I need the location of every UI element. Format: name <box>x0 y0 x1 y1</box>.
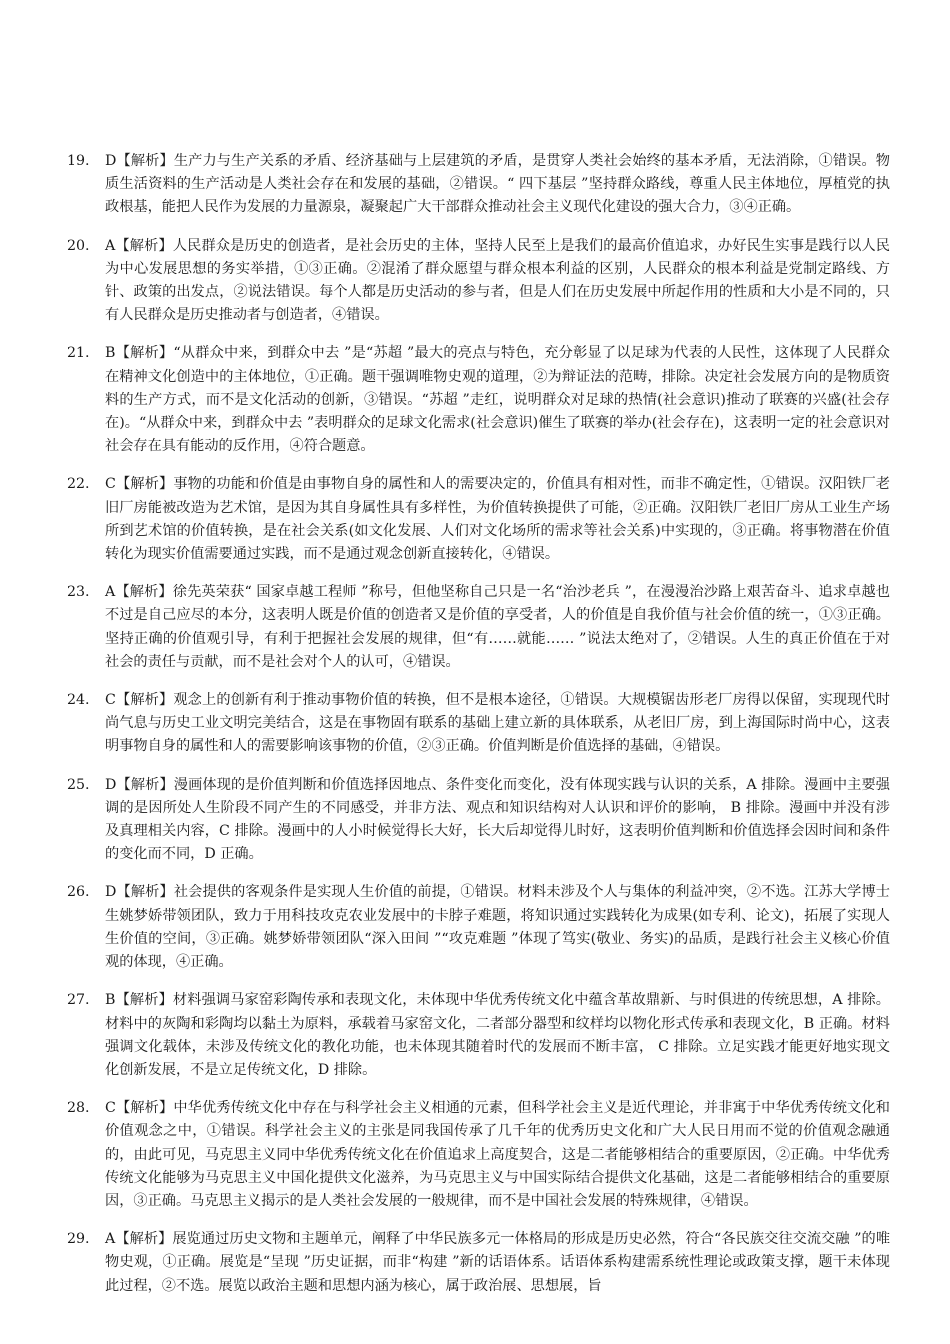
item-explanation: C【解析】中华优秀传统文化中存在与科学社会主义相通的元素，但科学社会主义是近代理论，并非寓于中华优秀传统文化和价值观念之中，①错误。科学社会主义的主张是同我国传承了几千年的优秀历史文化和广大人民日用而不觉的价值观念融通的，由此可见，马克思主义同中华优秀传统文化在价值追求上高度契合，这是二者能够相结合的重要原因，②正确。中华优秀传统文化能够为马克思主义中国化提供文化滋养，为马克思主义与中国实际结合提供文化基础，这是二者能够相结合的重要原因，③正确。马克思主义揭示的是人类社会发展的一般规律，而不是中国社会发展的特殊规律，④错误。 <box>105 1100 890 1209</box>
item-number: 22. <box>67 476 90 493</box>
item-number: 25. <box>67 776 90 793</box>
item-number: 21. <box>67 345 90 362</box>
answer-item-23 <box>67 581 890 674</box>
answer-item-19 <box>67 150 890 220</box>
answer-item-25 <box>67 774 890 867</box>
item-explanation: D【解析】生产力与生产关系的矛盾、经济基础与上层建筑的矛盾，是贯穿人类社会始终的基本矛盾，无法消除，①错误。物质生活资料的生产活动是人类社会存在和发展的基础，②错误。“ 四下基层 ”坚持群众路线，尊重人民主体地位，厚植党的执政根基，能把人民作为发展的力量源泉，凝聚起广大干部群众推动社会主义现代化建设的强大合力，③④正确。 <box>105 153 890 216</box>
item-explanation: A【解析】人民群众是历史的创造者，是社会历史的主体，坚持人民至上是我们的最高价值追求，办好民生实事是践行以人民为中心发展思想的务实举措，①③正确。②混淆了群众愿望与群众根本利益的区别，人民群众的根本利益是党制定路线、方针、政策的出发点，②说法错误。每个人都是历史活动的参与者，但是人们在历史发展中所起作用的性质和大小是不同的，只有人民群众是历史推动者与创造者，④错误。 <box>105 237 890 324</box>
item-explanation: B【解析】材料强调马家窑彩陶传承和表现文化，未体现中华优秀传统文化中蕴含革故鼎新、与时俱进的传统思想，A 排除。材料中的灰陶和彩陶均以黏土为原料，承载着马家窑文化，二者部分器型和纹样均以物化形式传承和表现文化，B 正确。材料强调文化载体，未涉及传统文化的教化功能，也未体现其随着时代的发展而不断丰富， C 排除。立足实践才能更好地实现文化创新发展，不是立足传统文化，D 排除。 <box>105 992 890 1078</box>
answer-item-29 <box>67 1228 890 1298</box>
answer-item-20 <box>67 235 890 328</box>
item-number: 23. <box>67 584 90 601</box>
item-explanation: A【解析】徐先英荣获“ 国家卓越工程师 ”称号，但他坚称自己只是一名“治沙老兵 ”，在漫漫治沙路上艰苦奋斗、追求卓越也不过是自己应尽的本分，这表明人既是价值的创造者又是价值的享受者，人的价值是自我价值与社会价值的统一，①③正确。坚持正确的价值观引导，有利于把握社会发展的规律，但“有……就能…… ”说法太绝对了，②错误。人生的真正价值在于对社会的责任与贡献，而不是社会对个人的认可，④错误。 <box>105 584 890 670</box>
item-number: 26. <box>67 884 90 901</box>
answer-item-21 <box>67 342 890 458</box>
item-explanation: A【解析】展览通过历史文物和主题单元，阐释了中华民族多元一体格局的形成是历史必然，符合“各民族交往交流交融 ”的唯物史观，①正确。展览是“呈现 ”历史证据，而非“构建 ”新的话语体系。话语体系构建需系统性理论或政策支撑，题干未体现此过程，②不选。展览以政治主题和思想内涵为核心，属于政治展、思想展，旨 <box>105 1231 891 1294</box>
item-number: 20. <box>67 237 90 254</box>
item-number: 24. <box>67 692 90 709</box>
answer-item-27 <box>67 989 890 1082</box>
item-explanation: D【解析】漫画体现的是价值判断和价值选择因地点、条件变化而变化，没有体现实践与认识的关系，A 排除。漫画中主要强调的是因所处人生阶段不同产生的不同感受，并非方法、观点和知识结构对人认识和评价的影响， B 排除。漫画中并没有涉及真理相关内容，C 排除。漫画中的人小时候觉得长大好，长大后却觉得儿时好，这表明价值判断和价值选择会因时间和条件的变化而不同，D 正确。 <box>105 776 890 863</box>
item-explanation: C【解析】观念上的创新有利于推动事物价值的转换，但不是根本途径，①错误。大规模锯齿形老厂房得以保留，实现现代时尚气息与历史工业文明完美结合，这是在事物固有联系的基础上建立新的具体联系，从老旧厂房，到上海国际时尚中心，这表明事物自身的属性和人的需要影响该事物的价值，②③正确。价值判断是价值选择的基础，④错误。 <box>105 692 890 755</box>
item-explanation: B【解析】“从群众中来，到群众中去 ”是“苏超 ”最大的亮点与特色，充分彰显了以足球为代表的人民性，这体现了人民群众在精神文化创造中的主体地位，①正确。题干强调唯物史观的道理，②为辩证法的范畴，排除。决定社会发展方向的是物质资料的生产方式，而不是文化活动的创新，③错误。“苏超 ”走红，说明群众对足球的热情(社会意识)推动了联赛的兴盛(社会存在)。“从群众中来，到群众中去 ”表明群众的足球文化需求(社会意识)催生了联赛的举办(社会存在)，这表明一定的社会意识对社会存在具有能动的反作用，④符合题意。 <box>105 345 890 455</box>
item-explanation: D【解析】社会提供的客观条件是实现人生价值的前提，①错误。材料未涉及个人与集体的利益冲突，②不选。江苏大学博士生姚梦娇带领团队，致力于用科技攻克农业发展中的卡脖子难题，将知识通过实践转化为成果(如专利、论文)，拓展了实现人生价值的空间，③正确。姚梦娇带领团队“深入田间 ”“攻克难题 ”体现了笃实(敬业、务实)的品质，是践行社会主义核心价值观的体现，④正确。 <box>105 884 890 971</box>
item-explanation: C【解析】事物的功能和价值是由事物自身的属性和人的需要决定的，价值具有相对性，而非不确定性，①错误。汉阳铁厂老旧厂房能被改造为艺术馆，是因为其自身属性具有多样性，为价值转换提供了可能，②正确。汉阳铁厂老旧厂房从工业生产场所到艺术馆的价值转换，是在社会关系(如文化发展、人们对文化场所的需求等社会关系)中实现的，③正确。将事物潜在价值转化为现实价值需要通过实践，而不是通过观念创新直接转化，④错误。 <box>105 476 890 563</box>
answer-item-22 <box>67 473 890 566</box>
answer-item-26 <box>67 881 890 974</box>
item-number: 27. <box>67 992 90 1009</box>
item-number: 29. <box>67 1231 90 1248</box>
item-number: 19. <box>67 153 90 169</box>
item-number: 28. <box>67 1100 90 1117</box>
answer-item-24 <box>67 689 890 759</box>
answer-item-28 <box>67 1097 890 1213</box>
